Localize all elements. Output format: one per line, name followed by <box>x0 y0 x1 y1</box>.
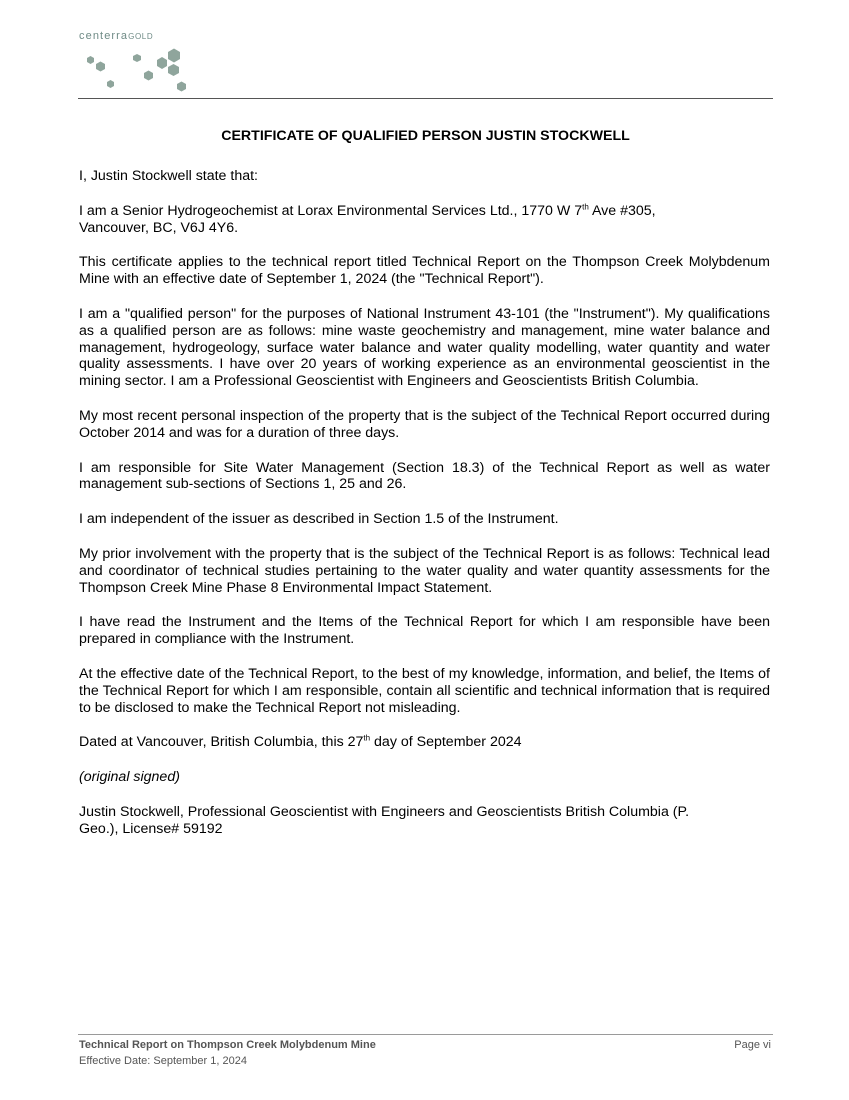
footer-report-title: Technical Report on Thompson Creek Molybdenum Mine <box>79 1039 376 1051</box>
header-divider <box>78 98 773 99</box>
address-line-2: Vancouver, BC, V6J 4Y6. <box>79 219 239 236</box>
independence-paragraph: I am independent of the issuer as described in Section 1.5 of the Instrument. <box>79 511 559 528</box>
logo-brand: centerra <box>79 30 129 42</box>
dated-superscript: th <box>363 733 371 743</box>
address-paragraph <box>79 203 770 237</box>
prior-involvement-paragraph: My prior involvement with the property that is the subject of the Technical Report is as follows: Technical lead and coordinator of technical studies pertaining to the water quality and water quantity assessments for the Thompson Creek Mine Phase 8 Environmental Impact Statement. <box>79 545 770 596</box>
address-line-1a: I am a Senior Hydrogeochemist at Lorax Environmental Services Ltd., 1770 W 7 <box>79 202 583 219</box>
intro-paragraph: I, Justin Stockwell state that: <box>79 168 258 184</box>
responsibility-paragraph: I am responsible for Site Water Management (Section 18.3) of the Technical Report as well as water management sub-sections of Sections 1, 25 and 26. <box>79 459 770 493</box>
dated-paragraph <box>79 734 770 751</box>
signature-line-2: Geo.), License# 59192 <box>79 820 223 837</box>
signature-line-1: Justin Stockwell, Professional Geoscientist with Engineers and Geoscientists British Columbia (P. <box>79 803 690 820</box>
certificate-body <box>79 168 770 856</box>
disclosure-paragraph: At the effective date of the Technical Report, to the best of my knowledge, information, and belief, the Items of the Technical Report for which I am responsible, contain all scientific and technical information that is required to be disclosed to make the Technical Report not misleading. <box>79 665 770 716</box>
certificate-title: CERTIFICATE OF QUALIFIED PERSON JUSTIN STOCKWELL <box>221 128 630 144</box>
footer-divider <box>78 1034 773 1035</box>
footer-effective-date: Effective Date: September 1, 2024 <box>79 1055 247 1067</box>
address-superscript: th <box>582 202 589 212</box>
company-logo <box>79 30 199 94</box>
original-signed-note: (original signed) <box>79 769 180 786</box>
qualified-person-paragraph: I am a "qualified person" for the purposes of National Instrument 43-101 (the "Instrument"). My qualifications as a qualified person are as follows: mine waste geochemistry and management, mine water balance and management, hydrogeology, surface water balance and water quality modelling, water quantity and water quality assessments. I have over 20 years of working experience as an environmental geoscientist in the mining sector. I am a Professional Geoscientist with Engineers and Geoscientists British Columbia. <box>79 305 770 390</box>
compliance-paragraph: I have read the Instrument and the Items of the Technical Report for which I am responsible have been prepared in compliance with the Instrument. <box>79 614 770 648</box>
inspection-paragraph: My most recent personal inspection of the property that is the subject of the Technical Report occurred during October 2014 and was for a duration of three days. <box>79 407 770 441</box>
dated-text-a: Dated at Vancouver, British Columbia, this 27 <box>79 734 364 751</box>
dated-text-b: day of September 2024 <box>370 734 522 751</box>
footer-page-number: Page vi <box>734 1039 771 1051</box>
hexagon-cluster-icon <box>79 44 199 94</box>
logo-wordmark <box>79 30 153 42</box>
address-line-1b: Ave #305, <box>588 202 656 219</box>
applies-paragraph: This certificate applies to the technical report titled Technical Report on the Thompson Creek Molybdenum Mine with an effective date of September 1, 2024 (the "Technical Report"). <box>79 254 770 288</box>
logo-brand-suffix: GOLD <box>128 32 154 41</box>
signature-block <box>79 804 770 838</box>
